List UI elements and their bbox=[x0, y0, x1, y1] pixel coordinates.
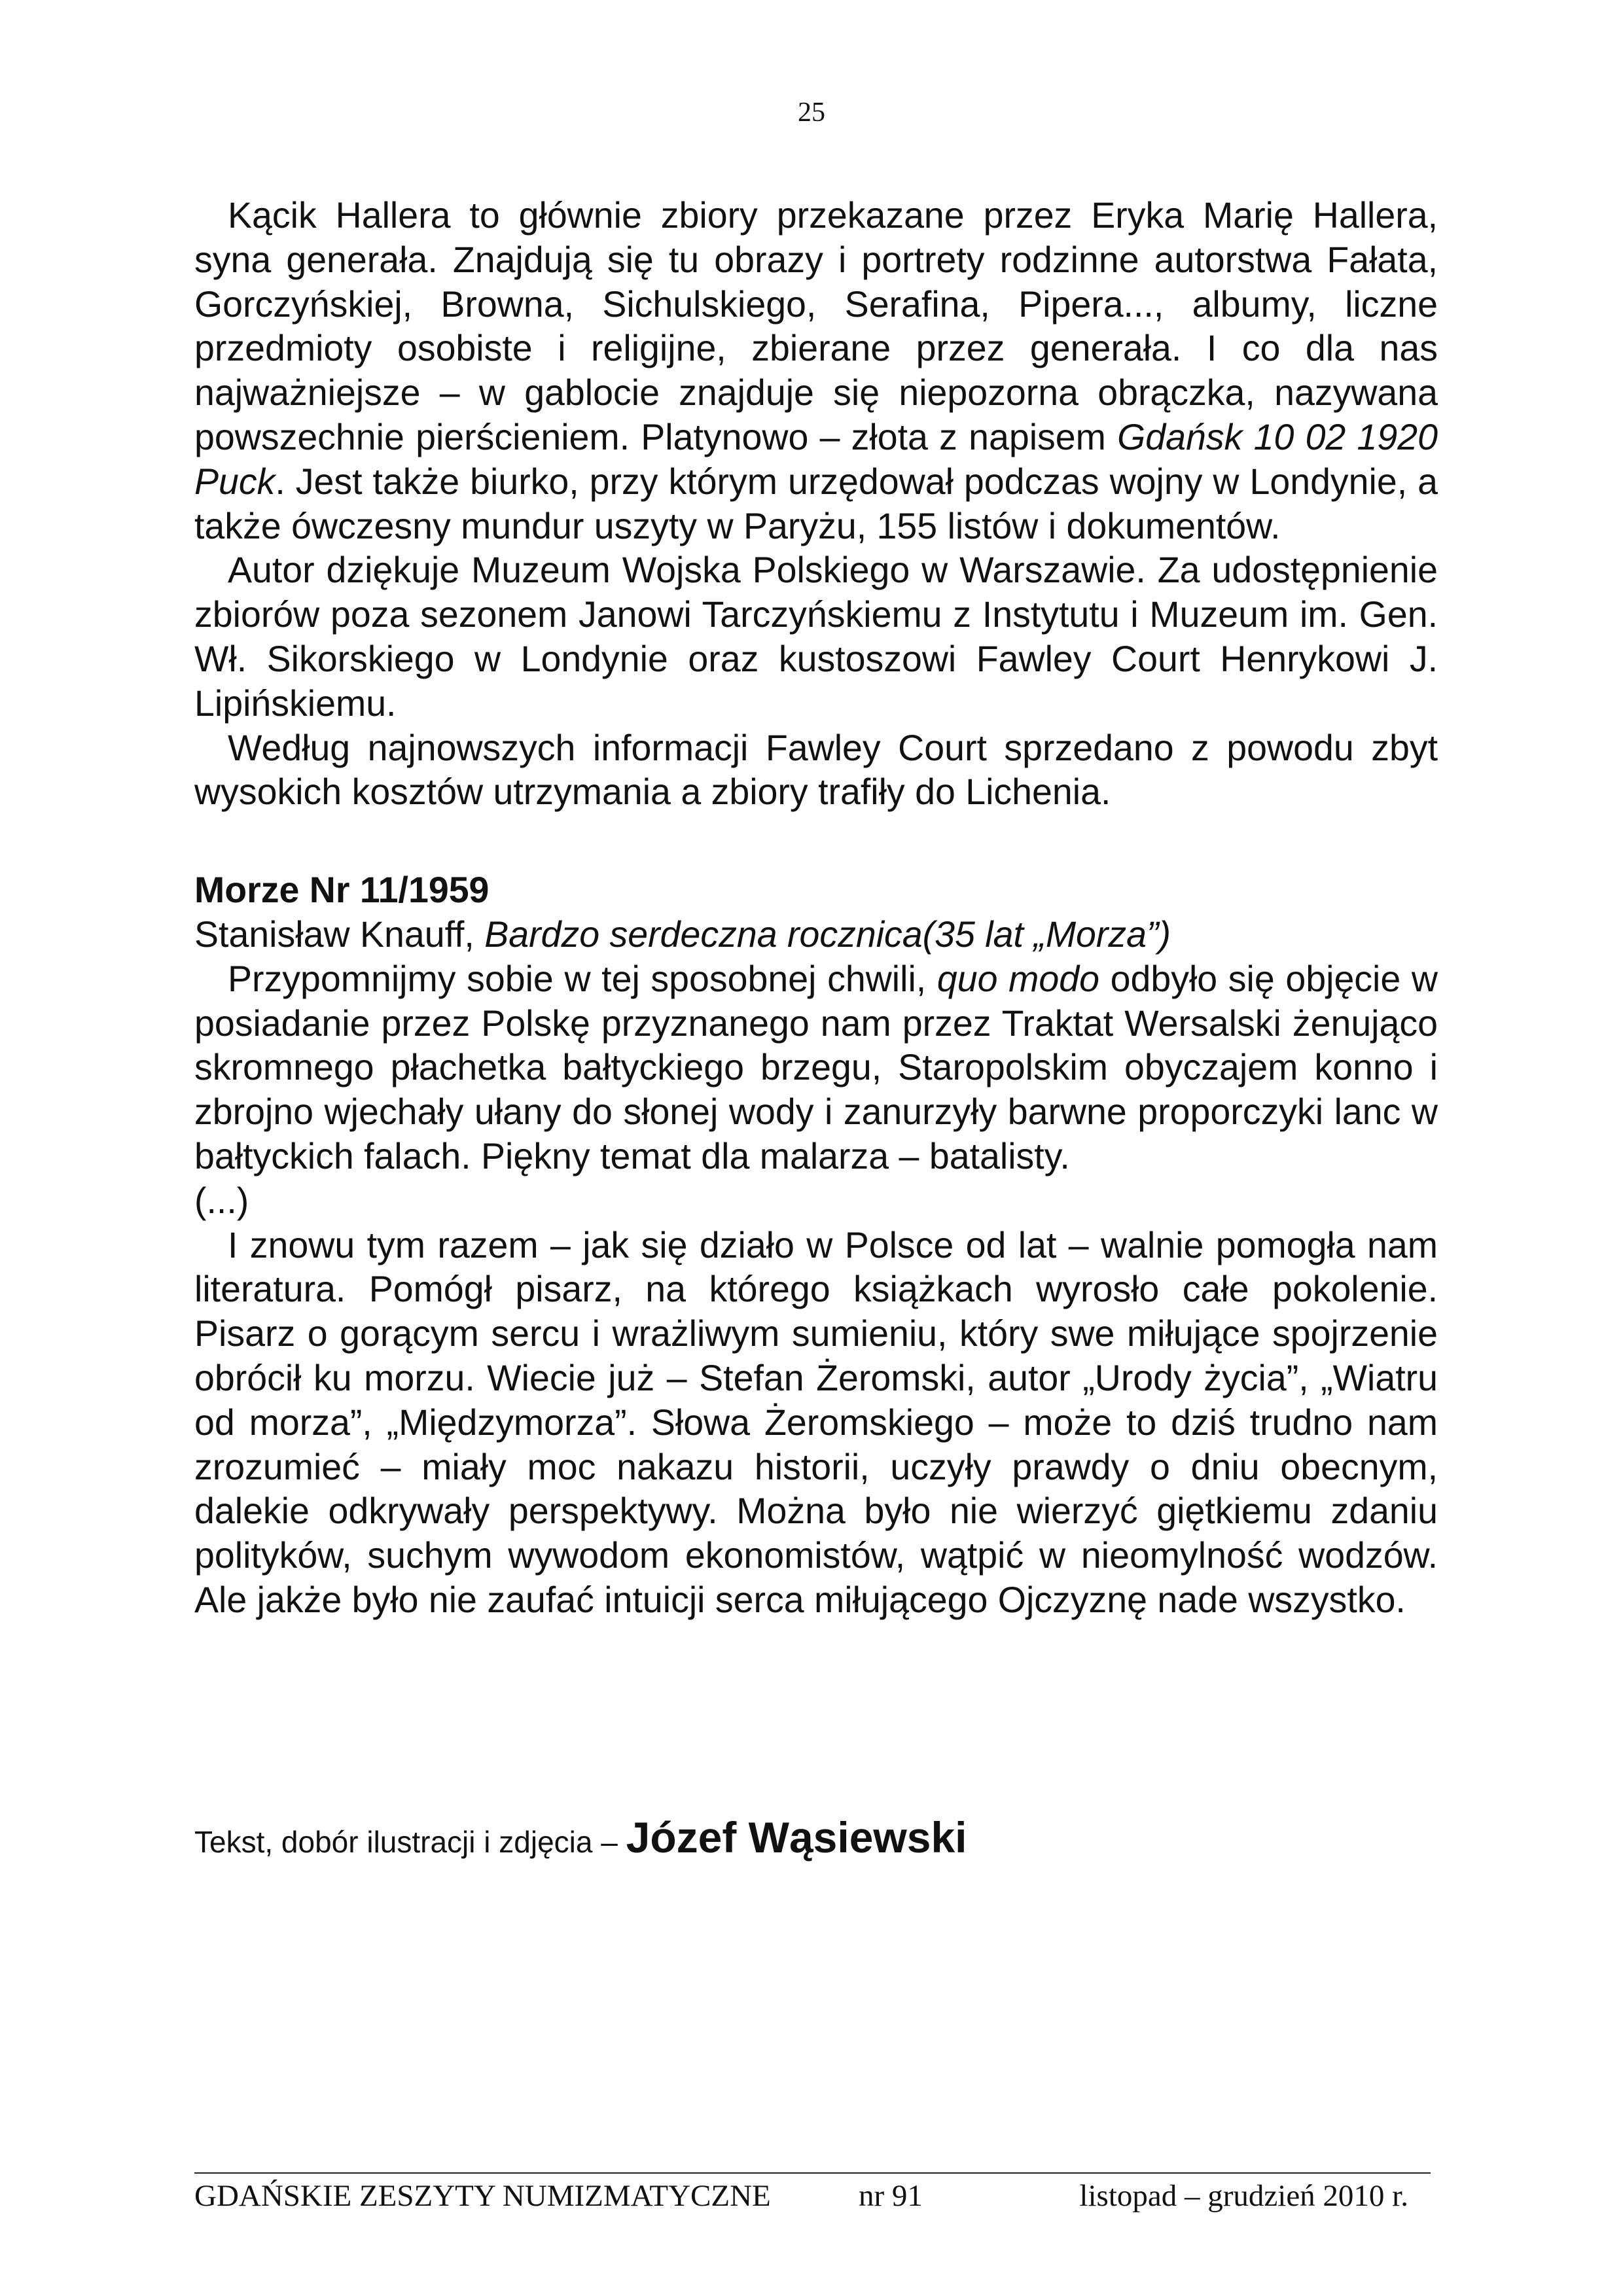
text-run: Bardzo serdeczna rocznica(35 lat „Morza”) bbox=[484, 913, 1171, 955]
omission-marker bbox=[194, 1179, 1438, 1224]
text-run: Stanisław Knauff, bbox=[194, 913, 485, 955]
paragraph-quote-1 bbox=[194, 957, 1438, 1179]
article-body bbox=[194, 194, 1438, 1623]
page-footer bbox=[194, 2176, 1431, 2216]
text-run: quo modo bbox=[936, 958, 1099, 999]
text-run: odbyło się objęcie w posiadanie przez Polskę przyznanego nam przez Traktat Wersalski żenująco skromnego płachetka bałtyckiego brzegu, Staropolskim obyczajem konno i zbrojno wjechały ułany do słonej wody i zanurzyły barwne proporczyki lanc w bałtyckich falach. Piękny temat dla malarza – batalisty. bbox=[194, 958, 1438, 1176]
footer-issue-number: nr 91 bbox=[859, 2179, 923, 2213]
footer-journal-title: GDAŃSKIE ZESZYTY NUMIZMATYCZNE bbox=[194, 2179, 771, 2213]
text-run: Przypomnijmy sobie w tej sposobnej chwili, bbox=[228, 958, 937, 999]
text-run: Według najnowszych informacji Fawley Court sprzedano z powodu zbyt wysokich kosztów utrzymania a zbiory trafiły do Lichenia. bbox=[194, 727, 1438, 813]
text-run: Autor dziękuje Muzeum Wojska Polskiego w Warszawie. Za udostępnienie zbiorów poza sezonem Janowi Tarczyńskiemu z Instytutu i Muzeum im. Gen. Wł. Sikorskiego w Londynie oraz kustoszowi Fawley Court Henrykowi J. Lipińskiemu. bbox=[194, 550, 1438, 724]
footer-rule bbox=[194, 2172, 1431, 2174]
footer-issue-date: listopad – grudzień 2010 r. bbox=[1079, 2179, 1408, 2213]
paragraph-acknowledgements bbox=[194, 548, 1438, 726]
section-heading bbox=[194, 868, 1438, 913]
paragraph-quote-2 bbox=[194, 1224, 1438, 1623]
author-credit bbox=[194, 1812, 967, 1862]
paragraph-fawley-court-update bbox=[194, 726, 1438, 815]
text-run: Kącik Hallera to głównie zbiory przekazane przez Eryka Marię Hallera, syna generała. Znajdują się tu obrazy i portrety rodzinne autorstwa Fałata, Gorczyńskiej, Browna, Sichulskiego, Serafina, Pipera..., albumy, liczne przedmioty osobiste i religijne, zbierane przez generała. I co dla nas najważniejsze – w gablocie znajduje się niepozorna obrączka, nazywana powszechnie pierścieniem. Platynowo – złota z napisem bbox=[194, 195, 1438, 457]
page-number: 25 bbox=[798, 97, 825, 128]
text-run: I znowu tym razem – jak się działo w Polsce od lat – walnie pomogła nam literatura. Pomógł pisarz, na którego książkach wyrosło całe pokolenie. Pisarz o gorącym sercu i wrażliwym sumieniu, który swe miłujące spojrzenie obrócił ku morzu. Wiecie już – Stefan Żeromski, autor „Urody życia”, „Wiatru od morza”, „Międzymorza”. Słowa Żeromskiego – może to dziś trudno nam zrozumieć – miały moc nakazu historii, uczyły prawdy o dniu obecnym, dalekie odkrywały perspektywy. Można było nie wierzyć giętkiemu zdaniu polityków, suchym wywodom ekonomistów, wątpić w nieomylność wodzów. Ale jakże było nie zaufać intuicji serca miłującego Ojczyznę nade wszystko. bbox=[194, 1224, 1438, 1620]
credit-author-name: Józef Wąsiewski bbox=[626, 1813, 967, 1862]
text-run: . Jest także biurko, przy którym urzędował podczas wojny w Londynie, a także ówczesny mundur uszyty w Paryżu, 155 listów i dokumentów. bbox=[194, 461, 1438, 546]
credit-label: Tekst, dobór ilustracji i zdjęcia – bbox=[194, 1825, 626, 1859]
text-run: (...) bbox=[194, 1180, 249, 1221]
text-run: Morze Nr 11/1959 bbox=[194, 870, 490, 911]
text-run: Gdańsk 10 02 1920 Puck bbox=[194, 416, 1438, 502]
paragraph-haller-corner bbox=[194, 194, 1438, 548]
article-byline bbox=[194, 913, 1438, 957]
